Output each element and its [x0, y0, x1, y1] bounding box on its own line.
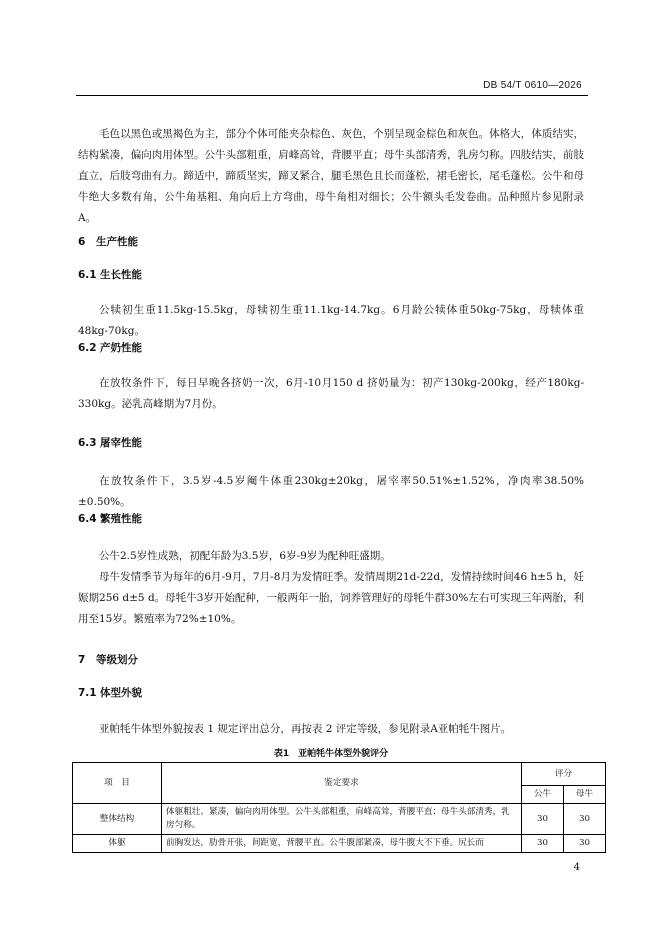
- section-7-1-heading: [78, 685, 142, 700]
- section-7-1-title: 体型外貌: [100, 687, 142, 699]
- intro-paragraph: 毛色以黑色或黑褐色为主，部分个体可能夹杂棕色、灰色，个别呈现金棕色和灰色。体格大，体质结实，结构紧凑，偏向肉用体型。公牛头部粗重，肩峰高耸，背腰平直；母牛头部清秀，乳房匀称。四肢结实，前肢直立，后肢弯曲有力。蹄适中，蹄质坚实，蹄叉紧合，腿毛黑色且长而蓬松，裙毛密长，尾毛蓬松。公牛和母牛绝大多数有角，公牛角基粗、角向后上方弯曲，母牛角相对细长；公牛额头毛发卷曲。品种照片参见附录A。: [78, 128, 584, 224]
- header-male: 公牛: [522, 786, 564, 804]
- section-6-number: 6: [78, 236, 86, 248]
- section-6-4-heading: [78, 511, 142, 526]
- header-score: 评分: [522, 763, 606, 786]
- section-6-4-body-2: 母牛发情季节为每年的6月-9月，7月-8月为发情旺季。发情周期21d-22d，发情持续时间46 h±5 h，妊娠期256 d±5 d。母牦牛3岁开始配种，一般两年一胎，饲养管理好的母牦牛群30%左右可实现三年两胎，利用至15岁。繁殖率为72%±10%。: [78, 571, 584, 625]
- section-6-4-number: 6.4: [78, 513, 97, 525]
- header-item: 项 目: [73, 763, 162, 804]
- section-6-1-title: 生长性能: [100, 269, 142, 281]
- table-row: [73, 804, 606, 835]
- section-7-number: 7: [78, 654, 86, 666]
- section-6-1-heading: [78, 267, 142, 282]
- section-6-title: 生产性能: [96, 236, 138, 248]
- row-requirement: 前胸发达，肋骨开张，间距宽，背腰平直。公牛腹部紧凑，母牛腹大不下垂。尻长而: [162, 835, 522, 853]
- section-7-title: 等级划分: [96, 654, 138, 666]
- section-6-4-body-1: 公牛2.5岁性成熟，初配年龄为3.5岁，6岁-9岁为配种旺盛期。: [99, 550, 391, 562]
- section-7-1-number: 7.1: [78, 687, 97, 699]
- section-6-3-body: 在放牧条件下，3.5岁-4.5岁阉牛体重230kg±20kg，屠宰率50.51%±1.52%，净肉率38.50%±0.50%。: [78, 475, 584, 508]
- section-6-3-heading: [78, 435, 142, 450]
- table-1-caption: 表1 亚帕牦牛体型外貌评分: [273, 749, 389, 759]
- section-6-2-heading: [78, 340, 142, 355]
- row-item: 体躯: [73, 835, 162, 853]
- row-female-score: 30: [564, 804, 606, 835]
- page-number: 4: [573, 862, 580, 873]
- section-7-heading: [78, 652, 138, 667]
- section-6-1-body: 公犊初生重11.5kg-15.5kg，母犊初生重11.1kg-14.7kg。6月龄公犊体重50kg-75kg，母犊体重48kg-70kg。: [78, 304, 584, 337]
- row-requirement: 体躯粗壮、紧凑，偏向肉用体型。公牛头部粗重，肩峰高耸，背腰平直；母牛头部清秀，乳房匀称。: [162, 804, 522, 835]
- row-item: 整体结构: [73, 804, 162, 835]
- header-female: 母牛: [564, 786, 606, 804]
- section-6-1-number: 6.1: [78, 269, 97, 281]
- row-male-score: 30: [522, 804, 564, 835]
- table-row: [73, 835, 606, 853]
- row-male-score: 30: [522, 835, 564, 853]
- section-6-2-body: 在放牧条件下，每日早晚各挤奶一次，6月-10月150 d 挤奶量为：初产130kg-200kg，经产180kg-330kg。泌乳高峰期为7月份。: [78, 377, 584, 410]
- section-6-4-title: 繁殖性能: [100, 513, 142, 525]
- header-requirement: 鉴定要求: [162, 763, 522, 804]
- document-code: DB 54/T 0610—2026: [483, 80, 582, 91]
- table-1: [72, 762, 606, 853]
- section-6-2-title: 产奶性能: [100, 342, 142, 354]
- section-7-1-body: 亚帕牦牛体型外貌按表 1 规定评出总分，再按表 2 评定等级，参见附录A亚帕牦牛图片。: [99, 723, 512, 735]
- header-rule: [76, 95, 588, 96]
- section-6-2-number: 6.2: [78, 342, 97, 354]
- section-6-heading: [78, 234, 138, 249]
- row-female-score: 30: [564, 835, 606, 853]
- section-6-3-title: 屠宰性能: [100, 437, 142, 449]
- section-6-3-number: 6.3: [78, 437, 97, 449]
